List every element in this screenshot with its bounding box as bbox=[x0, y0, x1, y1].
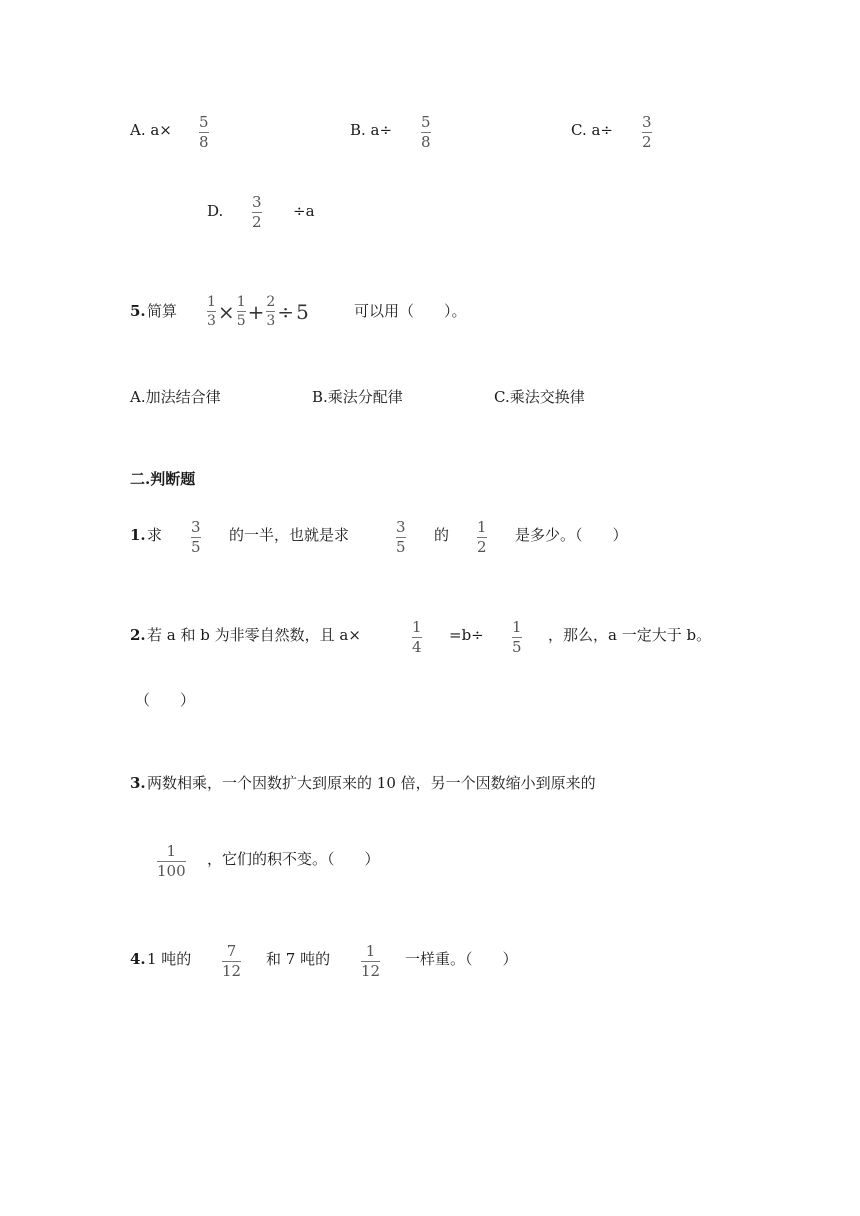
option-d-suffix: ÷a bbox=[293, 202, 315, 220]
option-c-label: C. a÷ bbox=[571, 121, 613, 139]
fraction-one-quarter bbox=[412, 619, 422, 656]
question-text: =b÷ bbox=[449, 626, 484, 644]
fraction-seven-twelfths bbox=[222, 943, 241, 980]
option-b: B.乘法分配律 bbox=[312, 388, 403, 406]
numerator: 5 bbox=[421, 113, 431, 131]
question-text: 求 bbox=[147, 526, 163, 544]
question-text: 和 7 吨的 bbox=[266, 950, 331, 968]
denominator: 5 bbox=[236, 313, 246, 329]
numerator: 1 bbox=[477, 518, 487, 536]
numerator: 2 bbox=[266, 294, 276, 310]
plus-operator: + bbox=[247, 299, 265, 324]
answer-parentheses: （ ） bbox=[135, 691, 196, 709]
option-a-fraction bbox=[199, 114, 209, 151]
denominator: 5 bbox=[396, 538, 406, 556]
denominator: 3 bbox=[266, 313, 276, 329]
numerator: 1 bbox=[166, 842, 177, 860]
question-text: 一样重。（ ） bbox=[405, 950, 518, 968]
denominator: 4 bbox=[412, 638, 422, 656]
numerator: 1 bbox=[365, 942, 376, 960]
option-c-fraction bbox=[642, 114, 652, 151]
option-a: A.加法结合律 bbox=[130, 388, 221, 406]
numerator: 3 bbox=[252, 193, 262, 211]
denominator: 8 bbox=[199, 133, 209, 151]
question-text: ，那么，a 一定大于 b。 bbox=[548, 626, 712, 644]
question-text: 的 bbox=[434, 526, 450, 544]
option-d-label: D. bbox=[207, 202, 224, 220]
denominator: 12 bbox=[222, 962, 242, 980]
question-number: 4. bbox=[130, 950, 146, 968]
expr-fraction-1 bbox=[207, 294, 216, 329]
question-text: 若 a 和 b 为非零自然数，且 a× bbox=[147, 626, 361, 644]
option-b-fraction bbox=[421, 114, 431, 151]
question-text: ，它们的积不变。（ ） bbox=[207, 850, 380, 868]
fraction-one-half bbox=[477, 519, 487, 556]
numerator: 5 bbox=[199, 113, 209, 131]
denominator: 2 bbox=[252, 213, 262, 231]
times-operator: × bbox=[217, 299, 235, 324]
numerator: 1 bbox=[207, 294, 216, 310]
fraction-one-twelfth bbox=[361, 943, 380, 980]
option-c: C.乘法交换律 bbox=[494, 388, 585, 406]
denominator: 100 bbox=[157, 862, 186, 880]
numerator: 7 bbox=[226, 942, 237, 960]
expr-fraction-3 bbox=[266, 294, 275, 329]
question-text: 1 吨的 bbox=[147, 950, 192, 968]
fraction-three-fifths bbox=[396, 519, 406, 556]
question-text: 简算 bbox=[147, 302, 178, 320]
section-title: 二.判断题 bbox=[130, 470, 196, 488]
numerator: 3 bbox=[191, 518, 201, 536]
question-number: 5. bbox=[130, 302, 146, 320]
question-number: 3. bbox=[130, 774, 146, 792]
fraction-three-fifths bbox=[191, 519, 201, 556]
denominator: 5 bbox=[512, 638, 522, 656]
numerator: 3 bbox=[396, 518, 406, 536]
expr-number: 5 bbox=[296, 299, 309, 324]
denominator: 2 bbox=[642, 133, 652, 151]
denominator: 12 bbox=[361, 962, 381, 980]
denominator: 8 bbox=[421, 133, 431, 151]
question-text: 的一半，也就是求 bbox=[229, 526, 350, 544]
numerator: 1 bbox=[412, 618, 422, 636]
numerator: 3 bbox=[642, 113, 652, 131]
divide-operator: ÷ bbox=[277, 299, 295, 324]
denominator: 5 bbox=[191, 538, 201, 556]
fraction-one-fifth bbox=[512, 619, 522, 656]
option-b-label: B. a÷ bbox=[350, 121, 393, 139]
question-number: 1. bbox=[130, 526, 146, 544]
question-text-after: 可以用（ ）。 bbox=[354, 302, 467, 320]
fraction-one-hundredth bbox=[157, 843, 186, 880]
math-expression bbox=[207, 294, 309, 329]
expr-fraction-2 bbox=[237, 294, 246, 329]
numerator: 1 bbox=[512, 618, 522, 636]
denominator: 2 bbox=[477, 538, 487, 556]
question-text: 是多少。（ ） bbox=[515, 526, 628, 544]
numerator: 1 bbox=[236, 294, 246, 310]
option-d-fraction bbox=[252, 194, 262, 231]
question-number: 2. bbox=[130, 626, 146, 644]
question-text: 两数相乘，一个因数扩大到原来的 10 倍，另一个因数缩小到原来的 bbox=[147, 774, 596, 792]
option-a-label: A. a× bbox=[130, 121, 172, 139]
denominator: 3 bbox=[207, 313, 216, 329]
